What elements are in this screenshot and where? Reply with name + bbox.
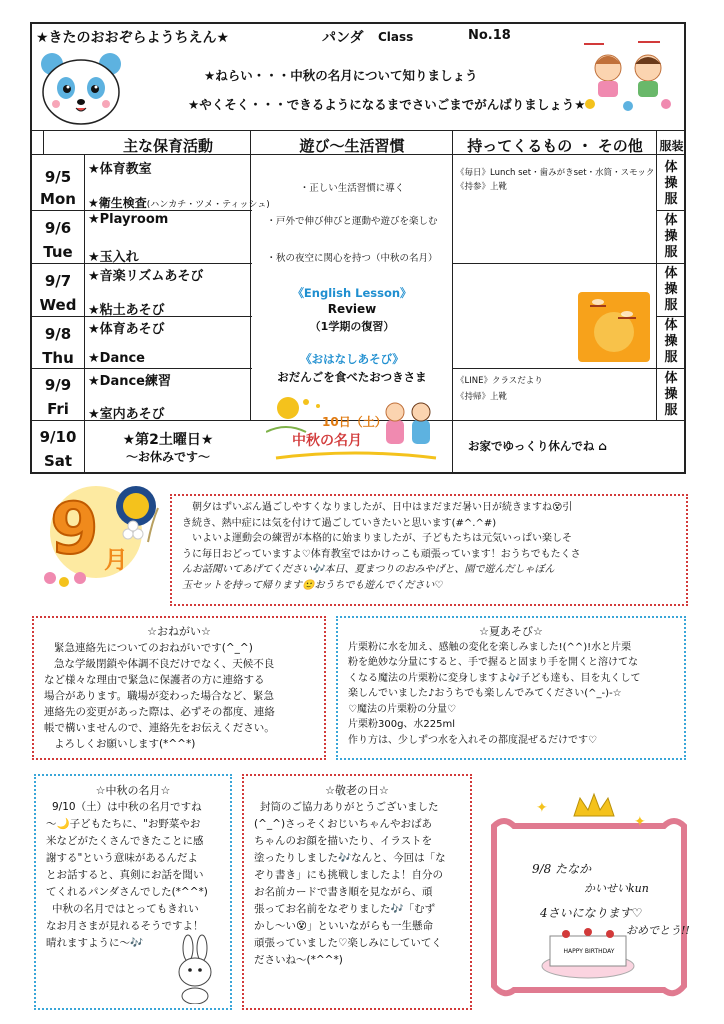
row-line <box>30 263 252 264</box>
intro-line: んお話聞いてあげてください🎶本日、夏まつりのおみやげと、園で遊んだしゃぼん <box>182 564 555 575</box>
english-lesson-note: （1学期の復習） <box>309 320 395 333</box>
header-divider <box>30 130 686 131</box>
activity-1: ★音楽リズムあそび <box>88 269 204 284</box>
birthday-child-name: かいせいkun <box>584 882 649 895</box>
class-name: パンダ <box>322 30 364 46</box>
saturday-note: ～お休みです～ <box>125 450 210 464</box>
moon-line: 中秋の名月ではとってもきれい <box>52 903 199 915</box>
day-of-week: Wed <box>39 296 77 314</box>
respect-aged-notice <box>242 774 472 1010</box>
row-line <box>656 316 686 317</box>
row-line <box>30 368 252 369</box>
row-line <box>656 210 686 211</box>
intro-line: うに毎日おどっていますよ♡体育教室ではかけっこも頑張っています！おうちでもたくさ <box>182 548 581 560</box>
moon-line: 米などがたくさんできたことに感 <box>46 835 204 847</box>
moon-title: ☆中秋の名月☆ <box>95 784 171 797</box>
request-line: よろしくお願いします(*^^*) <box>54 738 196 750</box>
date: 9/9 <box>44 376 72 394</box>
activity-1: ★Playroom <box>88 212 169 227</box>
corner-line <box>43 130 44 154</box>
bring-fri-line: 《LINE》クラスだより <box>456 376 543 386</box>
date: 9/6 <box>44 219 72 237</box>
bring-mon-daily: 《毎日》Lunch set・歯みがきset・水筒・スモック <box>456 168 655 178</box>
moon-line: てくれるパンダさんでした(*^^*) <box>46 886 208 898</box>
birthday-congrats: おめでとう!! <box>626 924 690 937</box>
birthday-age: 4さいになります♡ <box>540 906 643 920</box>
request-line: など様々な理由で緊急に保護者の方に連絡する <box>44 674 265 686</box>
respect-aged-line: 頑張っていました♡楽しみにしていてく <box>254 937 442 949</box>
rabbit-illustration <box>170 934 220 1004</box>
clothes: 体操服 <box>664 371 678 418</box>
date: 9/8 <box>44 325 72 343</box>
panda-face-illustration <box>36 48 126 128</box>
bring-fri-carry: 《持帰》上靴 <box>456 392 508 402</box>
clothes: 体操服 <box>664 213 678 260</box>
moon-line: 晴れますように～🎶 <box>46 937 144 949</box>
aim-text: ★ねらい・・・中秋の名月について知りましょう <box>204 68 478 83</box>
respect-aged-line: かし～い😵」といいながらも一生懸命 <box>254 920 433 932</box>
date: 9/5 <box>44 168 72 186</box>
story-text: おだんごを食べたおつきさま <box>277 370 427 384</box>
col-activity-header: 主な保育活動 <box>122 137 213 155</box>
birthday-card-frame <box>484 786 694 1010</box>
clothes: 体操服 <box>664 318 678 365</box>
summer-line: 粉を絶妙な分量にすると、手で握ると固まり手を開くと溶けてな <box>348 657 638 668</box>
activity-2: ★粘土あそび <box>88 303 165 318</box>
clothes: 体操服 <box>664 266 678 313</box>
col-bring-header: 持ってくるもの ・ その他 <box>467 137 643 155</box>
request-notice <box>32 616 326 760</box>
activity-column-line <box>250 130 251 420</box>
request-line: 場合があります。職場が変わった場合など、緊急 <box>44 690 275 702</box>
birthday-date-name: 9/8 たなか <box>532 862 592 876</box>
date: 9/7 <box>44 272 72 290</box>
play-line-3: ・秋の夜空に関心を持つ（中秋の名月） <box>266 253 438 264</box>
respect-aged-line: 封筒のご協力ありがとうございました <box>260 801 439 813</box>
activity-1: ★Dance練習 <box>88 374 171 389</box>
activity-2: ★玉入れ <box>88 250 139 265</box>
day-of-week: Thu <box>42 349 74 367</box>
respect-aged-line: 塗ったりしました🎶なんと、今回は「な <box>254 852 446 864</box>
summer-title: ☆夏あそび☆ <box>479 625 543 638</box>
respect-aged-line: ださいね～(*^^*) <box>254 954 343 966</box>
summer-line: ♡魔法の片栗粉の分量♡ <box>348 703 456 715</box>
request-line: 緊急連絡先についてのおねがいです(^_^) <box>54 642 253 654</box>
respect-aged-line: 張ってお名前をなぞりました🎶「むず <box>254 903 436 915</box>
respect-aged-title: ☆敬老の日☆ <box>325 784 389 797</box>
request-line: 帳で構いませんので、連絡先をお伝えください。 <box>44 722 275 734</box>
moon-line: なお月さまが見れるそうですよ！ <box>46 920 204 932</box>
class-label: Class <box>378 30 414 44</box>
moon-date: 10日（土） <box>322 415 387 429</box>
respect-aged-line: ぞり書き」にも挑戦しましたよ！自分の <box>254 869 443 881</box>
play-column-line <box>452 130 453 474</box>
play-line-1: ・正しい生活習慣に導く <box>299 183 405 194</box>
activity-2: ★室内あそび <box>88 407 165 422</box>
moon-line: 謝する"という意味があるんだよ <box>46 852 198 864</box>
moon-line: ～🌙子どもたちに、"お野菜やお <box>46 818 201 830</box>
cake-label: HAPPY BIRTHDAY <box>563 948 615 955</box>
respect-aged-line: ちゃんのお顔を描いたり、イラストを <box>254 835 433 847</box>
school-name: ★きたのおおぞらようちえん★ <box>36 30 230 46</box>
issue-number: No.18 <box>468 28 511 43</box>
row-line <box>452 263 686 264</box>
saturday-rest-note: お家でゆっくり休んでね ⌂ <box>468 439 607 453</box>
english-lesson-sub: Review <box>327 302 377 316</box>
play-line-2: ・戸外で伸び伸びと運動や遊びを楽しむ <box>266 216 438 227</box>
date: 9/10 <box>39 428 77 446</box>
activity-2: ★Dance <box>88 351 145 366</box>
day-of-week: Mon <box>40 190 76 208</box>
intro-line: き続き、熱中症には気を付けて過ごしていきたいと思います(#^.^#) <box>182 517 497 529</box>
summer-line: 楽しんでいました♪おうちでも楽しんでみてください(^_-)-☆ <box>348 688 622 699</box>
svg-text:✦: ✦ <box>536 800 548 816</box>
moon-name: 中秋の名月 <box>292 433 362 449</box>
intro-line: 玉セットを持って帰ります🙂おうちでも遊んでください♡ <box>182 579 444 591</box>
activity-2: ★衛生検査(ハンカチ・ツメ・ティッシュ) <box>88 196 270 210</box>
request-line: 急な学級閉鎖や体調不良だけでなく、天候不良 <box>54 658 275 670</box>
svg-text:✦: ✦ <box>634 814 646 830</box>
request-title: ☆おねがい☆ <box>147 625 211 638</box>
bring-column-line <box>656 130 657 420</box>
activity-1: ★体育あそび <box>88 322 165 337</box>
dragonfly-sunset-illustration <box>578 292 650 362</box>
intro-line: いよいよ運動会の練習が本格的に始まりましたが、子どもたちは元気いっぱい楽しそ <box>192 533 572 544</box>
moon-line: 9/10（土）は中秋の名月ですね <box>52 801 202 813</box>
intro-message <box>170 494 688 606</box>
saturday-title: ★第2土曜日★ <box>122 432 214 448</box>
month-number: 9 <box>50 488 99 570</box>
day-of-week: Fri <box>47 400 69 418</box>
col-play-header: 遊び～生活習慣 <box>299 137 405 155</box>
date-column-line <box>84 154 85 474</box>
day-of-week: Tue <box>43 243 73 261</box>
day-of-week: Sat <box>43 452 73 470</box>
summer-play-notice <box>336 616 686 760</box>
request-line: 連絡先の変更があった際は、必ずその都度、連絡 <box>44 706 275 718</box>
summer-line: 片栗粉に水を加え、感触の変化を楽しみました!(^^)!水と片栗 <box>348 641 632 653</box>
summer-line: 作り方は、少しずつ水を入れその都度混ぜるだけです♡ <box>348 734 597 746</box>
activity-1: ★体育教室 <box>88 162 152 177</box>
house-icon: ⌂ <box>598 439 607 453</box>
summer-line: 片栗粉300g、水225ml <box>348 719 456 730</box>
bring-mon-carry: 《持参》上靴 <box>456 182 508 192</box>
col-clothes-header: 服装 <box>659 139 684 153</box>
respect-aged-line: (^_^)さっそくおじいちゃんやおばあ <box>254 818 433 830</box>
kids-dragonfly-illustration <box>576 34 680 114</box>
promise-text: ★やくそく・・・できるようになるまでさいごまでがんばりましょう★ <box>188 97 586 112</box>
month-suffix: 月 <box>104 546 128 574</box>
respect-aged-line: お名前カードで書き順を見ながら、頑 <box>254 886 433 898</box>
intro-line: 朝夕はずいぶん過ごしやすくなりましたが、日中はまだまだ暑い日が続きますね😵引 <box>192 502 573 513</box>
clothes: 体操服 <box>664 160 678 207</box>
story-title: 《おはなしあそび》 <box>300 352 404 366</box>
summer-line: くなる魔法の片栗粉に変身しますよ🎶子ども達も、目を丸くして <box>348 672 641 684</box>
row-line <box>452 368 686 369</box>
english-lesson-title: 《English Lesson》 <box>292 286 412 300</box>
moon-line: とお話すると、真剣にお話を聞い <box>46 869 204 881</box>
